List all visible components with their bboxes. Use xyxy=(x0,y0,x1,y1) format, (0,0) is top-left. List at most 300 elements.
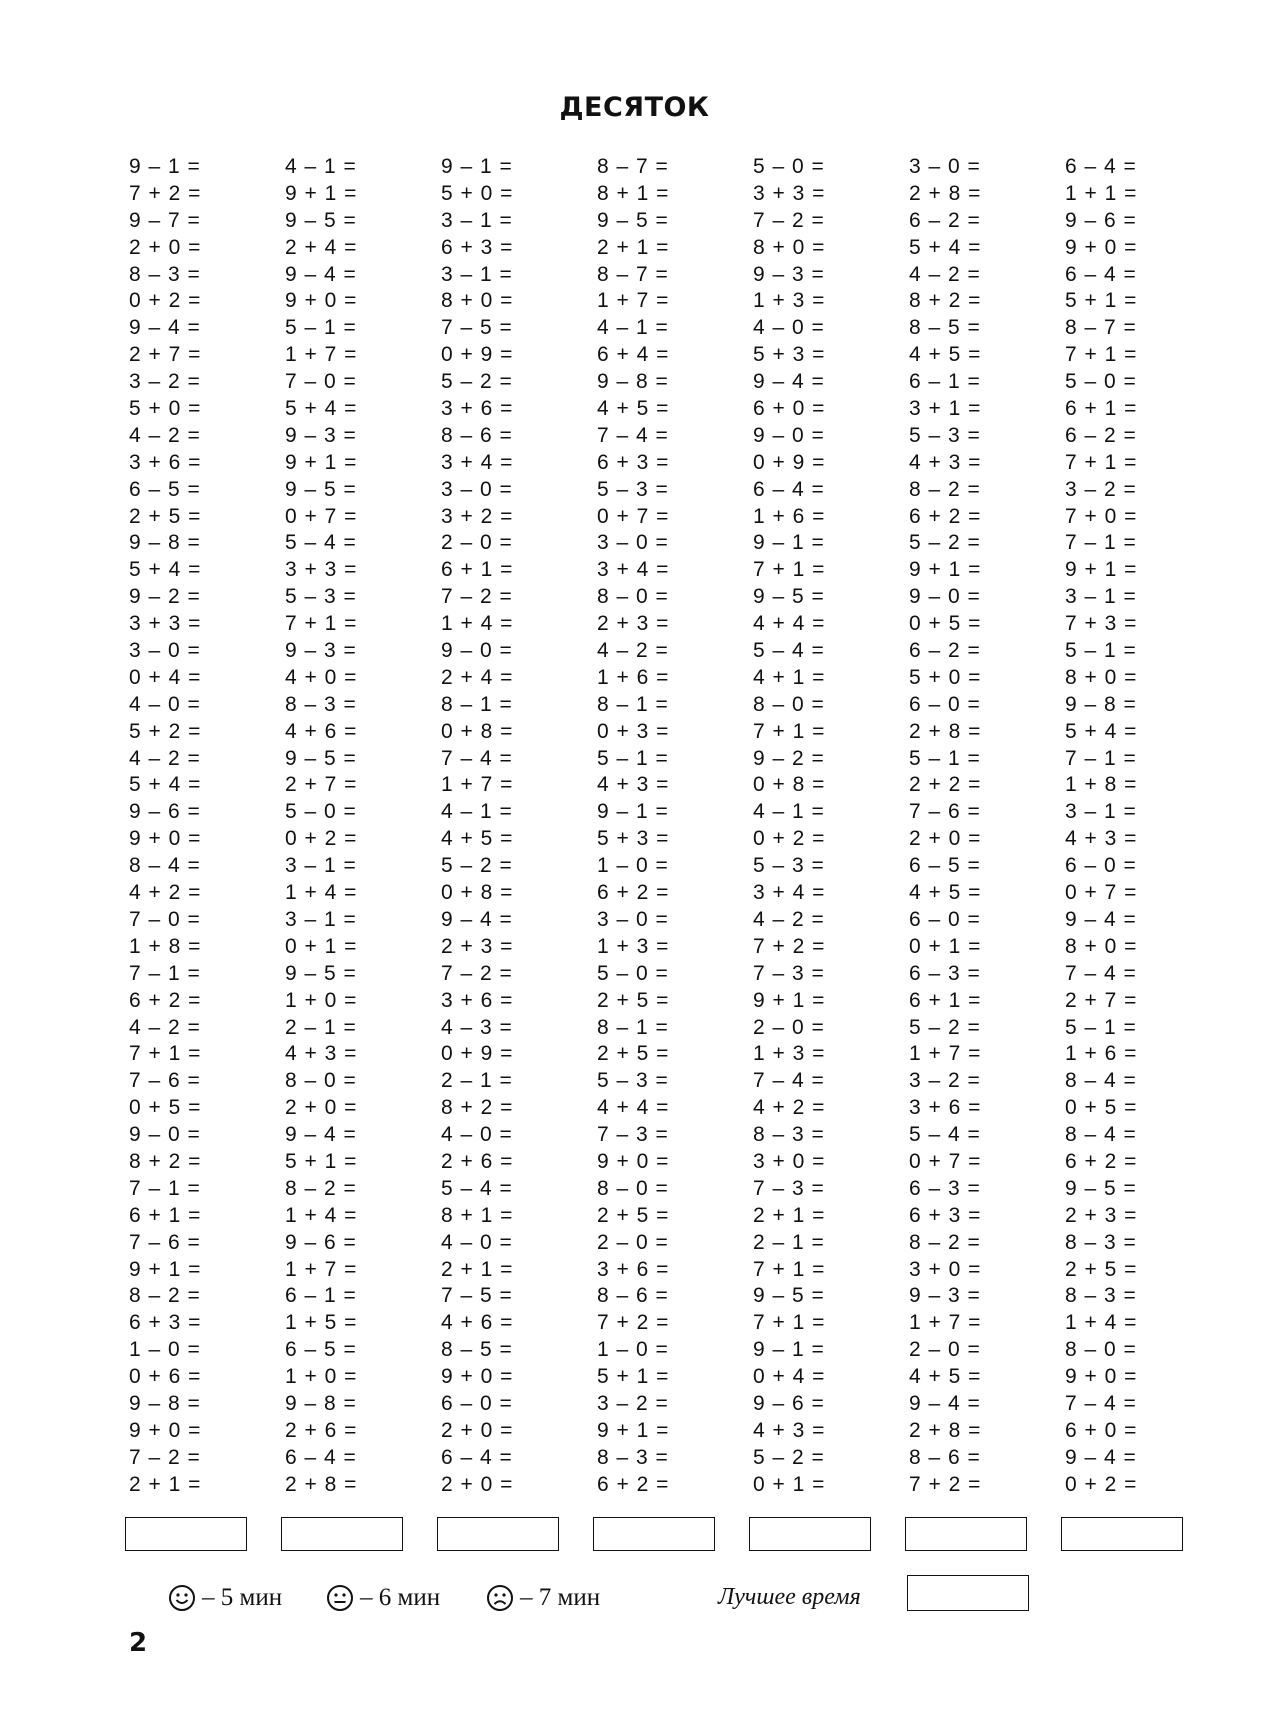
exercise-item: 5 – 2 = xyxy=(909,1015,981,1039)
exercise-item: 8 + 0 = xyxy=(753,235,826,259)
exercise-item: 8 – 1 = xyxy=(597,1015,669,1039)
exercise-item: 9 – 8 = xyxy=(1065,692,1137,716)
exercise-item: 9 + 0 = xyxy=(285,289,358,313)
exercise-item: 6 – 1 = xyxy=(909,370,981,394)
exercise-item: 6 – 2 = xyxy=(909,639,981,663)
exercise-item: 5 + 1 = xyxy=(597,1365,670,1389)
exercise-item: 5 – 2 = xyxy=(909,531,981,555)
exercise-item: 5 – 1 = xyxy=(285,316,357,340)
exercise-column-5 xyxy=(753,154,903,1499)
exercise-item: 3 – 0 = xyxy=(909,155,981,178)
exercise-item: 8 – 0 = xyxy=(597,1176,669,1200)
exercise-item: 9 – 4 = xyxy=(1065,1445,1137,1469)
exercise-item: 2 – 1 = xyxy=(753,1230,825,1254)
exercise-item: 3 + 4 = xyxy=(441,450,514,474)
exercise-item: 0 + 2 = xyxy=(1065,1472,1138,1496)
exercise-item: 1 + 0 = xyxy=(285,1365,358,1389)
exercise-item: 6 + 1 = xyxy=(441,558,514,582)
exercise-item: 7 – 6 = xyxy=(909,800,981,824)
exercise-item: 8 – 2 = xyxy=(129,1284,201,1308)
exercise-item: 2 + 8 = xyxy=(909,1418,982,1442)
exercise-item: 6 – 1 = xyxy=(285,1284,357,1308)
exercise-item: 4 + 5 = xyxy=(909,343,982,367)
exercise-item: 0 + 2 = xyxy=(129,289,202,313)
exercise-item: 6 – 5 = xyxy=(129,477,201,501)
exercise-item: 0 + 2 = xyxy=(285,827,358,851)
exercise-item: 6 – 5 = xyxy=(285,1338,357,1362)
exercise-item: 5 – 1 = xyxy=(597,746,669,770)
smiley-happy-icon xyxy=(168,1584,196,1612)
exercise-item: 9 – 5 = xyxy=(285,961,357,985)
exercise-item: 8 – 7 = xyxy=(1065,316,1137,340)
exercise-item: 4 – 0 = xyxy=(441,1123,513,1147)
exercise-item: 4 + 2 = xyxy=(129,881,202,905)
exercise-item: 0 + 9 = xyxy=(441,343,514,367)
exercise-item: 9 – 3 = xyxy=(285,423,357,447)
exercise-item: 8 + 2 = xyxy=(441,1096,514,1120)
exercise-item: 9 – 4 = xyxy=(1065,907,1137,931)
exercise-item: 0 + 6 = xyxy=(129,1365,202,1389)
exercise-column-6 xyxy=(909,154,1059,1499)
exercise-item: 7 – 3 = xyxy=(753,1176,825,1200)
exercise-item: 7 – 4 = xyxy=(1065,961,1137,985)
exercise-item: 9 – 5 = xyxy=(753,585,825,609)
exercise-item: 8 + 1 = xyxy=(597,181,670,205)
exercise-item: 5 + 1 = xyxy=(285,1149,358,1173)
time-box-column-4[interactable] xyxy=(593,1517,715,1551)
exercise-item: 3 + 2 = xyxy=(441,504,514,528)
exercise-item: 2 + 7 = xyxy=(285,773,358,797)
exercise-item: 3 + 0 = xyxy=(909,1257,982,1281)
exercise-item: 6 + 2 = xyxy=(597,1472,670,1496)
exercise-item: 1 + 4 = xyxy=(1065,1311,1138,1335)
exercise-item: 6 – 2 = xyxy=(1065,423,1137,447)
exercise-item: 7 – 3 = xyxy=(597,1123,669,1147)
exercise-item: 4 + 5 = xyxy=(597,397,670,421)
exercise-item: 4 + 1 = xyxy=(753,665,826,689)
exercise-item: 4 + 0 = xyxy=(285,665,358,689)
exercise-item: 3 – 0 = xyxy=(597,907,669,931)
exercise-item: 5 – 3 = xyxy=(285,585,357,609)
exercise-item: 3 + 0 = xyxy=(753,1149,826,1173)
exercise-item: 3 – 2 = xyxy=(909,1069,981,1093)
exercise-item: 3 + 6 = xyxy=(129,450,202,474)
exercise-item: 6 + 3 = xyxy=(909,1203,982,1227)
exercise-item: 9 – 5 = xyxy=(285,746,357,770)
exercise-item: 9 – 3 = xyxy=(909,1284,981,1308)
exercise-item: 3 – 1 = xyxy=(441,208,513,232)
exercise-item: 9 – 5 = xyxy=(1065,1176,1137,1200)
exercise-item: 0 + 7 = xyxy=(1065,881,1138,905)
exercise-item: 0 + 8 = xyxy=(753,773,826,797)
exercise-item: 4 + 3 = xyxy=(1065,827,1138,851)
exercise-item: 2 – 0 = xyxy=(909,1338,981,1362)
exercise-item: 1 + 7 = xyxy=(285,343,358,367)
exercise-item: 5 + 2 = xyxy=(129,719,202,743)
exercise-item: 1 + 8 = xyxy=(1065,773,1138,797)
exercise-item: 4 + 5 = xyxy=(441,827,514,851)
exercise-item: 7 + 1 = xyxy=(753,1257,826,1281)
exercise-item: 7 – 2 = xyxy=(441,585,513,609)
exercise-item: 8 – 4 = xyxy=(1065,1069,1137,1093)
exercise-item: 3 – 0 = xyxy=(441,477,513,501)
exercise-item: 9 – 4 = xyxy=(285,262,357,286)
exercise-item: 6 – 4 = xyxy=(1065,262,1137,286)
exercise-item: 9 – 6 = xyxy=(1065,208,1137,232)
exercise-item: 5 – 3 = xyxy=(597,477,669,501)
exercise-item: 9 – 8 = xyxy=(129,531,201,555)
exercise-item: 5 + 4 = xyxy=(129,558,202,582)
exercise-item: 0 + 7 = xyxy=(597,504,670,528)
exercise-item: 5 – 0 = xyxy=(753,155,825,178)
exercise-item: 9 + 0 = xyxy=(441,1365,514,1389)
exercise-item: 8 – 0 = xyxy=(597,585,669,609)
exercise-item: 3 – 1 = xyxy=(1065,800,1137,824)
exercise-item: 4 + 3 = xyxy=(909,450,982,474)
exercise-item: 6 + 2 = xyxy=(129,988,202,1012)
exercise-item: 2 + 0 = xyxy=(285,1096,358,1120)
exercise-item: 7 + 1 = xyxy=(1065,450,1138,474)
best-time-box[interactable] xyxy=(907,1575,1029,1611)
exercise-item: 0 + 4 = xyxy=(129,665,202,689)
exercise-item: 9 + 1 = xyxy=(285,181,358,205)
exercise-item: 2 + 7 = xyxy=(1065,988,1138,1012)
exercise-item: 8 – 2 = xyxy=(909,1230,981,1254)
exercise-item: 8 + 0 = xyxy=(441,289,514,313)
exercise-item: 9 – 6 = xyxy=(285,1230,357,1254)
exercise-item: 8 – 2 = xyxy=(909,477,981,501)
exercise-item: 7 + 1 = xyxy=(285,612,358,636)
exercise-item: 2 – 0 = xyxy=(441,531,513,555)
exercise-item: 2 + 2 = xyxy=(909,773,982,797)
exercise-item: 8 – 4 = xyxy=(129,854,201,878)
exercise-item: 2 + 8 = xyxy=(285,1472,358,1496)
exercise-item: 9 – 0 = xyxy=(753,423,825,447)
exercise-item: 6 – 0 = xyxy=(909,907,981,931)
exercise-item: 4 – 0 = xyxy=(441,1230,513,1254)
exercise-item: 1 + 3 = xyxy=(753,1042,826,1066)
exercise-item: 9 + 0 = xyxy=(597,1149,670,1173)
exercise-item: 8 – 3 = xyxy=(753,1123,825,1147)
exercise-item: 2 + 4 = xyxy=(285,235,358,259)
exercise-item: 6 – 4 = xyxy=(753,477,825,501)
exercise-item: 7 – 5 = xyxy=(441,316,513,340)
exercise-item: 3 + 4 = xyxy=(597,558,670,582)
exercise-item: 7 + 3 = xyxy=(1065,612,1138,636)
exercise-item: 2 + 8 = xyxy=(909,719,982,743)
exercise-item: 3 + 1 = xyxy=(909,397,982,421)
exercise-item: 2 + 6 = xyxy=(441,1149,514,1173)
exercise-item: 2 + 0 = xyxy=(441,1418,514,1442)
exercise-item: 4 – 0 = xyxy=(753,316,825,340)
exercise-item: 7 + 2 = xyxy=(753,934,826,958)
exercise-item: 7 + 1 = xyxy=(753,719,826,743)
exercise-item: 9 – 5 = xyxy=(597,208,669,232)
exercise-item: 5 + 4 = xyxy=(909,235,982,259)
exercise-item: 2 + 1 = xyxy=(441,1257,514,1281)
exercise-item: 0 + 4 = xyxy=(753,1365,826,1389)
exercise-item: 3 – 1 = xyxy=(1065,585,1137,609)
exercise-item: 1 – 0 = xyxy=(129,1338,201,1362)
exercise-item: 6 – 0 = xyxy=(1065,854,1137,878)
exercise-item: 4 + 6 = xyxy=(441,1311,514,1335)
exercise-item: 9 – 6 = xyxy=(129,800,201,824)
exercise-item: 6 + 2 = xyxy=(1065,1149,1138,1173)
exercise-item: 3 – 2 = xyxy=(129,370,201,394)
exercise-item: 4 + 5 = xyxy=(909,1365,982,1389)
exercise-item: 2 + 8 = xyxy=(909,181,982,205)
exercise-item: 0 + 5 = xyxy=(1065,1096,1138,1120)
exercise-item: 8 – 3 = xyxy=(129,262,201,286)
best-time-label: Лучшее время xyxy=(718,1584,861,1610)
exercise-item: 2 + 5 = xyxy=(597,988,670,1012)
exercise-item: 2 + 0 = xyxy=(441,1472,514,1496)
exercise-item: 0 + 3 = xyxy=(597,719,670,743)
exercise-item: 9 – 1 = xyxy=(129,155,201,178)
exercise-item: 0 + 1 = xyxy=(909,934,982,958)
exercise-item: 6 + 2 = xyxy=(597,881,670,905)
exercise-item: 9 – 8 = xyxy=(597,370,669,394)
exercise-item: 8 – 0 = xyxy=(285,1069,357,1093)
exercise-item: 0 + 8 = xyxy=(441,881,514,905)
exercise-item: 6 + 3 = xyxy=(441,235,514,259)
exercise-item: 8 – 5 = xyxy=(909,316,981,340)
exercise-item: 0 + 5 = xyxy=(129,1096,202,1120)
exercise-column-3 xyxy=(441,154,591,1499)
exercise-item: 4 – 0 = xyxy=(129,692,201,716)
exercise-item: 2 – 1 = xyxy=(441,1069,513,1093)
exercise-item: 9 – 4 = xyxy=(753,370,825,394)
exercise-item: 7 – 2 = xyxy=(129,1445,201,1469)
exercise-item: 7 – 2 = xyxy=(753,208,825,232)
exercise-item: 7 – 1 = xyxy=(1065,531,1137,555)
exercise-item: 3 + 4 = xyxy=(753,881,826,905)
exercise-item: 5 – 4 = xyxy=(441,1176,513,1200)
exercise-item: 5 – 4 = xyxy=(909,1123,981,1147)
exercise-item: 9 + 0 = xyxy=(1065,235,1138,259)
exercise-item: 4 + 4 = xyxy=(597,1096,670,1120)
exercise-item: 2 – 1 = xyxy=(285,1015,357,1039)
exercise-item: 9 + 0 = xyxy=(129,827,202,851)
exercise-item: 9 – 8 = xyxy=(285,1391,357,1415)
exercise-item: 4 – 2 = xyxy=(129,423,201,447)
exercise-item: 1 – 0 = xyxy=(597,1338,669,1362)
exercise-item: 7 – 6 = xyxy=(129,1069,201,1093)
exercise-item: 9 – 4 = xyxy=(285,1123,357,1147)
exercise-item: 6 + 0 = xyxy=(1065,1418,1138,1442)
legend-item-sad xyxy=(486,1580,600,1616)
exercise-item: 2 + 4 = xyxy=(441,665,514,689)
exercise-item: 9 – 1 = xyxy=(441,155,513,178)
exercise-item: 1 + 7 = xyxy=(597,289,670,313)
exercise-column-2 xyxy=(285,154,435,1499)
exercise-item: 3 – 1 = xyxy=(441,262,513,286)
exercise-item: 3 – 2 = xyxy=(1065,477,1137,501)
exercise-item: 4 – 1 = xyxy=(285,155,357,178)
exercise-item: 5 – 3 = xyxy=(597,1069,669,1093)
exercise-column-4 xyxy=(597,154,747,1499)
exercise-item: 6 + 1 = xyxy=(1065,397,1138,421)
exercise-item: 9 – 2 = xyxy=(753,746,825,770)
exercise-item: 2 + 7 = xyxy=(129,343,202,367)
exercise-item: 8 – 6 = xyxy=(597,1284,669,1308)
exercise-item: 8 – 1 = xyxy=(597,692,669,716)
exercise-item: 6 + 2 = xyxy=(909,504,982,528)
exercise-item: 6 + 1 = xyxy=(129,1203,202,1227)
exercise-column-1 xyxy=(129,154,279,1499)
exercise-item: 0 + 7 = xyxy=(285,504,358,528)
exercise-item: 3 – 2 = xyxy=(597,1391,669,1415)
exercise-item: 8 – 0 = xyxy=(753,692,825,716)
legend-text-7-min: – 7 мин xyxy=(520,1584,601,1611)
exercise-item: 5 – 2 = xyxy=(441,854,513,878)
exercise-item: 6 – 4 = xyxy=(441,1445,513,1469)
exercise-item: 5 + 3 = xyxy=(597,827,670,851)
exercise-item: 2 + 1 = xyxy=(597,235,670,259)
exercise-item: 0 + 5 = xyxy=(909,612,982,636)
exercise-item: 3 + 3 = xyxy=(285,558,358,582)
exercise-item: 9 – 4 = xyxy=(909,1391,981,1415)
exercise-item: 7 – 6 = xyxy=(129,1230,201,1254)
exercise-item: 3 + 6 = xyxy=(909,1096,982,1120)
exercise-item: 6 – 4 = xyxy=(1065,155,1137,178)
exercise-item: 6 – 4 = xyxy=(285,1445,357,1469)
exercise-item: 2 – 0 = xyxy=(753,1015,825,1039)
exercise-item: 0 + 2 = xyxy=(753,827,826,851)
exercise-item: 9 – 0 = xyxy=(441,639,513,663)
exercise-item: 7 – 4 = xyxy=(753,1069,825,1093)
exercise-item: 1 + 4 = xyxy=(285,1203,358,1227)
exercise-item: 4 + 3 = xyxy=(753,1418,826,1442)
exercise-item: 9 – 1 = xyxy=(597,800,669,824)
exercise-item: 9 – 3 = xyxy=(753,262,825,286)
exercise-item: 4 – 2 = xyxy=(129,1015,201,1039)
exercise-item: 5 – 1 = xyxy=(1065,1015,1137,1039)
exercise-item: 0 + 1 = xyxy=(285,934,358,958)
exercise-item: 3 + 3 = xyxy=(753,181,826,205)
exercise-item: 1 – 0 = xyxy=(597,854,669,878)
smiley-sad-icon xyxy=(486,1584,514,1612)
time-box-column-7[interactable] xyxy=(1061,1517,1183,1551)
exercise-item: 9 – 3 = xyxy=(285,639,357,663)
time-box-column-5[interactable] xyxy=(749,1517,871,1551)
exercise-item: 7 – 0 = xyxy=(285,370,357,394)
exercise-item: 8 – 4 = xyxy=(1065,1123,1137,1147)
exercise-item: 4 – 2 = xyxy=(597,639,669,663)
exercise-item: 8 + 1 = xyxy=(441,1203,514,1227)
exercise-item: 2 + 5 = xyxy=(1065,1257,1138,1281)
exercise-item: 9 – 1 = xyxy=(753,531,825,555)
exercise-item: 5 – 3 = xyxy=(909,423,981,447)
legend-text-6-min: – 6 мин xyxy=(360,1584,441,1611)
exercise-item: 2 + 5 = xyxy=(597,1203,670,1227)
exercise-item: 1 + 5 = xyxy=(285,1311,358,1335)
exercise-item: 4 + 6 = xyxy=(285,719,358,743)
exercise-item: 4 – 2 = xyxy=(753,907,825,931)
exercise-item: 5 – 1 = xyxy=(1065,639,1137,663)
exercise-item: 9 – 2 = xyxy=(129,585,201,609)
exercise-item: 4 + 3 = xyxy=(597,773,670,797)
exercise-item: 3 + 3 = xyxy=(129,612,202,636)
exercise-item: 8 – 5 = xyxy=(441,1338,513,1362)
exercise-item: 1 + 6 = xyxy=(753,504,826,528)
time-box-column-2[interactable] xyxy=(281,1517,403,1551)
exercise-item: 7 – 4 = xyxy=(441,746,513,770)
exercise-item: 8 – 7 = xyxy=(597,262,669,286)
exercise-item: 4 – 3 = xyxy=(441,1015,513,1039)
exercise-item: 7 + 2 = xyxy=(909,1472,982,1496)
exercise-item: 2 + 3 = xyxy=(597,612,670,636)
exercise-item: 6 + 1 = xyxy=(909,988,982,1012)
exercise-item: 6 + 3 = xyxy=(129,1311,202,1335)
exercise-item: 5 – 2 = xyxy=(753,1445,825,1469)
exercise-item: 4 – 1 = xyxy=(753,800,825,824)
exercise-item: 5 – 0 = xyxy=(597,961,669,985)
exercise-item: 8 – 7 = xyxy=(597,155,669,178)
exercise-item: 1 + 7 = xyxy=(285,1257,358,1281)
exercise-item: 0 + 1 = xyxy=(753,1472,826,1496)
exercise-item: 3 + 6 = xyxy=(441,397,514,421)
exercise-item: 9 + 0 = xyxy=(1065,1365,1138,1389)
exercise-item: 3 – 0 = xyxy=(597,531,669,555)
exercise-item: 1 + 7 = xyxy=(909,1311,982,1335)
exercise-item: 8 + 2 = xyxy=(129,1149,202,1173)
time-box-column-1[interactable] xyxy=(125,1517,247,1551)
exercise-item: 7 + 1 = xyxy=(753,558,826,582)
exercise-item: 0 + 9 = xyxy=(753,450,826,474)
time-box-column-6[interactable] xyxy=(905,1517,1027,1551)
exercise-item: 4 + 5 = xyxy=(909,881,982,905)
exercise-item: 1 + 4 = xyxy=(285,881,358,905)
exercise-item: 5 – 0 = xyxy=(285,800,357,824)
exercise-item: 0 + 9 = xyxy=(441,1042,514,1066)
exercise-item: 2 – 0 = xyxy=(597,1230,669,1254)
exercise-item: 4 – 1 = xyxy=(441,800,513,824)
exercise-item: 9 – 0 = xyxy=(129,1123,201,1147)
exercise-item: 2 + 0 = xyxy=(909,827,982,851)
exercise-item: 6 – 0 = xyxy=(909,692,981,716)
exercise-item: 5 – 3 = xyxy=(753,854,825,878)
exercise-item: 0 + 7 = xyxy=(909,1149,982,1173)
exercise-item: 3 – 0 = xyxy=(129,639,201,663)
exercise-item: 7 + 2 = xyxy=(597,1311,670,1335)
time-box-column-3[interactable] xyxy=(437,1517,559,1551)
exercise-item: 5 + 0 = xyxy=(909,665,982,689)
exercise-item: 9 + 1 = xyxy=(285,450,358,474)
exercise-item: 9 – 7 = xyxy=(129,208,201,232)
exercise-item: 9 – 1 = xyxy=(753,1338,825,1362)
exercise-item: 7 + 2 = xyxy=(129,181,202,205)
exercise-item: 7 – 1 = xyxy=(129,1176,201,1200)
exercise-item: 2 + 6 = xyxy=(285,1418,358,1442)
exercise-item: 8 + 0 = xyxy=(1065,665,1138,689)
exercise-item: 9 – 0 = xyxy=(909,585,981,609)
exercise-item: 8 – 0 = xyxy=(1065,1338,1137,1362)
exercise-item: 5 – 1 = xyxy=(909,746,981,770)
exercise-item: 4 – 2 = xyxy=(909,262,981,286)
exercise-item: 5 + 4 = xyxy=(285,397,358,421)
exercise-item: 8 – 3 = xyxy=(597,1445,669,1469)
exercise-item: 7 + 0 = xyxy=(1065,504,1138,528)
exercise-item: 5 + 4 = xyxy=(129,773,202,797)
exercise-item: 5 – 0 = xyxy=(1065,370,1137,394)
exercise-item: 9 + 1 = xyxy=(129,1257,202,1281)
exercise-item: 2 + 3 = xyxy=(441,934,514,958)
exercise-item: 9 – 4 = xyxy=(129,316,201,340)
exercise-item: 7 – 4 = xyxy=(1065,1391,1137,1415)
exercise-item: 8 + 2 = xyxy=(909,289,982,313)
exercise-item: 1 + 6 = xyxy=(597,665,670,689)
